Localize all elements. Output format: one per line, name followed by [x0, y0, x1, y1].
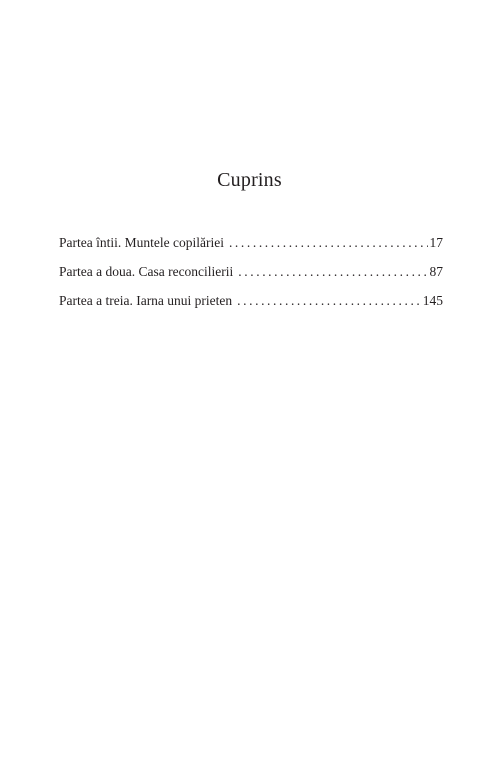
toc-list: [59, 234, 443, 321]
toc-entry-part-1: [59, 234, 443, 263]
toc-entry-label: Partea a treia. Iarna unui prieten: [59, 293, 233, 308]
toc-entry-part-2: [59, 263, 443, 292]
toc-dot-leader: [238, 263, 427, 281]
toc-dot-leader: [229, 234, 428, 252]
toc-title: Cuprins: [217, 169, 282, 191]
toc-entry-page-number: 87: [429, 264, 443, 279]
toc-entry-page-number: 17: [429, 235, 443, 250]
toc-dot-leader: [237, 292, 421, 310]
toc-entry-label: Partea a doua. Casa reconcilierii: [59, 264, 234, 279]
toc-entry-page-number: 145: [422, 293, 443, 308]
toc-entry-label: Partea întii. Muntele copilăriei: [59, 235, 224, 250]
toc-entry-part-3: [59, 292, 443, 321]
